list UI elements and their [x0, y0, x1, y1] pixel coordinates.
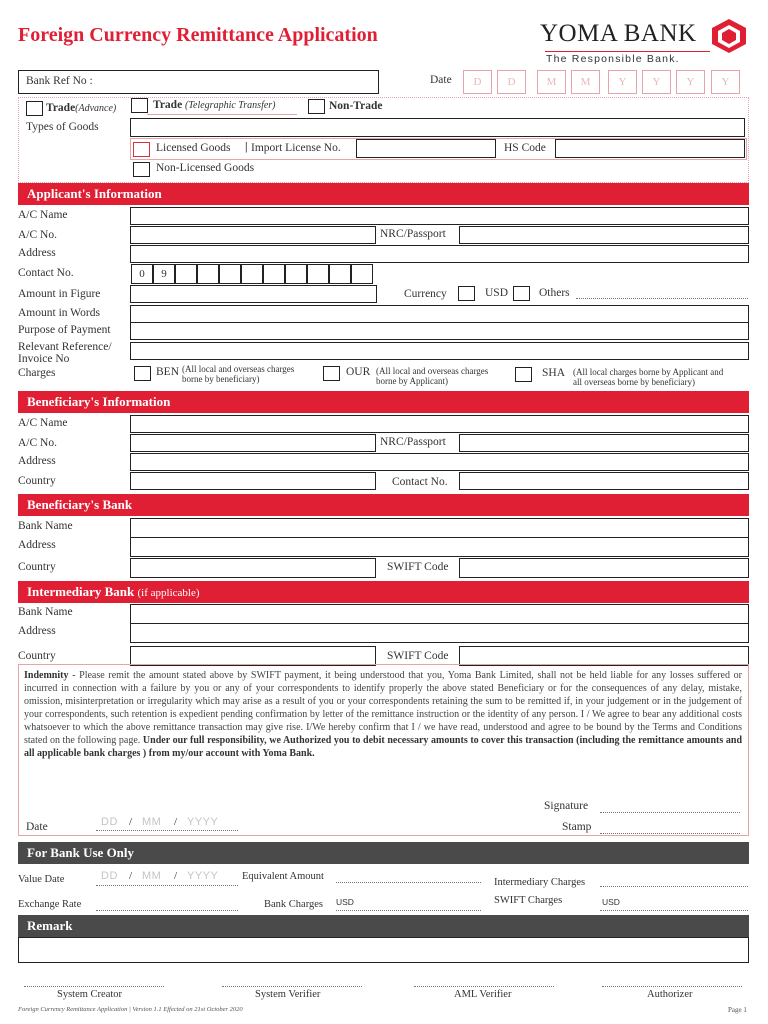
charges-sha-checkbox[interactable]	[515, 367, 532, 382]
ben-bank-name-field[interactable]	[130, 518, 749, 538]
bank-charges-field[interactable]	[336, 910, 481, 911]
system-creator-label: System Creator	[57, 989, 123, 1000]
beneficiary-ac-name-field[interactable]	[130, 415, 749, 433]
page-title: Foreign Currency Remittance Application	[18, 24, 378, 46]
indemnity-yyyy[interactable]: YYYY	[187, 816, 219, 828]
ben-bank-swift-field[interactable]	[459, 558, 749, 578]
contact-digit[interactable]: 9	[153, 264, 175, 284]
intermediary-charges-label: Intermediary Charges	[494, 877, 586, 888]
aml-verifier-label: AML Verifier	[454, 989, 512, 1000]
indemnity-text: Indemnity - Please remit the amount stated above by SWIFT payment, it being understood that you, Yoma Bank Limited, shall not be held liable for any losses suffered or incurred in connection with a failure by you or any of your correspondents to identify properly the above stated Beneficiary or for the consequences of any delay, mistake, omission, misinterpretation or irregularity which may arise as a result of you or your correspondents retaining the sum to be remitted if, in your judgement or in the judgement of your correspondents, such retention is expedient pending confirmation by letter of the remittance instruction or the identity of any person. I / We agree to bear any additional costs whatsoever to which the above remittance transaction may give rise. I/We hereby confirm that I / we have read, understood and agree to be bound by the Terms and Conditions stated on the following page. Under our full responsibility, we Authorized you to debit necessary amounts to cover this transaction (including the remittance amounts and all applicable bank charges ) from my/our account with Yoma Bank.	[24, 670, 743, 759]
ben-bank-name-label: Bank Name	[18, 520, 73, 532]
equivalent-amount-label: Equivalent Amount	[242, 871, 324, 882]
bank-charges-label: Bank Charges	[264, 899, 324, 910]
inter-bank-country-label: Country	[18, 650, 56, 662]
ben-bank-swift-label: SWIFT Code	[387, 561, 449, 573]
beneficiary-ac-name-label: A/C Name	[18, 417, 68, 429]
value-date-mm[interactable]: MM	[142, 870, 162, 882]
date-cell[interactable]: D	[463, 70, 492, 94]
charges-ben-checkbox[interactable]	[134, 366, 151, 381]
beneficiary-section-header: Beneficiary's Information	[18, 391, 749, 413]
applicant-address-label: Address	[18, 247, 56, 259]
ben-bank-address-field[interactable]	[130, 537, 749, 557]
contact-digit[interactable]: 0	[131, 264, 153, 284]
non-licensed-goods-label: Non-Licensed Goods	[156, 162, 255, 174]
reference-field[interactable]	[130, 342, 749, 360]
indemnity-mm[interactable]: MM	[142, 816, 162, 828]
value-date-yyyy[interactable]: YYYY	[187, 870, 219, 882]
beneficiary-contact-field[interactable]	[459, 472, 749, 490]
date-cell[interactable]: Y	[676, 70, 705, 94]
exchange-rate-label: Exchange Rate	[18, 899, 82, 910]
yoma-logo-icon	[710, 18, 748, 54]
trade-tt-checkbox[interactable]	[131, 98, 148, 113]
signature-label: Signature	[544, 800, 589, 812]
inter-bank-name-field[interactable]	[130, 604, 749, 624]
applicant-address-field[interactable]	[130, 245, 749, 263]
charges-our-note: (All local and overseas charges borne by Applicant)	[376, 366, 489, 386]
reference-label: Relevant Reference/ Invoice No	[18, 341, 112, 365]
date-label: Date	[430, 74, 452, 86]
contact-digit[interactable]	[351, 264, 373, 284]
non-trade-label: Non-Trade	[329, 100, 383, 112]
swift-charges-currency: USD	[602, 897, 620, 907]
beneficiary-country-field[interactable]	[130, 472, 376, 490]
applicant-ac-name-label: A/C Name	[18, 209, 68, 221]
others-field[interactable]	[576, 298, 748, 299]
ben-bank-section-header: Beneficiary's Bank	[18, 494, 749, 516]
inter-bank-section-header: Intermediary Bank (if applicable)	[18, 581, 749, 603]
applicant-ac-no-field[interactable]	[130, 226, 376, 244]
non-licensed-goods-checkbox[interactable]	[133, 162, 150, 177]
bank-use-section-header: For Bank Use Only	[18, 842, 749, 864]
charges-our-label: OUR	[346, 366, 371, 378]
date-cell[interactable]: Y	[642, 70, 671, 94]
charges-ben-note: (All local and overseas charges borne by beneficiary)	[182, 364, 295, 384]
applicant-section-header: Applicant's Information	[18, 183, 749, 205]
charges-our-checkbox[interactable]	[323, 366, 340, 381]
inter-bank-address-label: Address	[18, 625, 56, 637]
trade-tt-label: Trade (Telegraphic Transfer)	[153, 99, 276, 111]
usd-checkbox[interactable]	[458, 286, 475, 301]
amount-figure-label: Amount in Figure	[18, 288, 101, 300]
amount-figure-field[interactable]	[130, 285, 377, 303]
applicant-nrc-label: NRC/Passport	[380, 228, 446, 240]
beneficiary-address-label: Address	[18, 455, 56, 467]
types-of-goods-field[interactable]	[130, 118, 745, 137]
remark-section-header: Remark	[18, 915, 749, 937]
date-cell[interactable]: M	[537, 70, 566, 94]
others-checkbox[interactable]	[513, 286, 530, 301]
contact-digit[interactable]	[285, 264, 307, 284]
inter-bank-swift-label: SWIFT Code	[387, 650, 449, 662]
system-verifier-label: System Verifier	[255, 989, 321, 1000]
contact-digit[interactable]	[175, 264, 197, 284]
applicant-ac-no-label: A/C No.	[18, 229, 57, 241]
ben-bank-country-field[interactable]	[130, 558, 376, 578]
date-cell[interactable]: Y	[608, 70, 637, 94]
swift-charges-label: SWIFT Charges	[494, 895, 563, 906]
page-number: Page 1	[728, 1006, 747, 1014]
import-license-label: Import License No.	[251, 142, 341, 154]
applicant-nrc-field[interactable]	[459, 226, 749, 244]
indemnity-dd[interactable]: DD	[101, 816, 118, 828]
bank-ref-label: Bank Ref No :	[26, 75, 93, 87]
stamp-label: Stamp	[562, 821, 592, 833]
applicant-contact-label: Contact No.	[18, 267, 74, 279]
charges-sha-note: (All local charges borne by Applicant and all overseas borne by beneficiary)	[573, 367, 724, 387]
usd-label: USD	[485, 287, 509, 299]
amount-words-label: Amount in Words	[18, 307, 100, 319]
ben-bank-address-label: Address	[18, 539, 56, 551]
others-label: Others	[539, 287, 570, 299]
beneficiary-nrc-label: NRC/Passport	[380, 436, 446, 448]
purpose-label: Purpose of Payment	[18, 324, 111, 336]
stamp-field[interactable]	[600, 833, 740, 834]
value-date-dd[interactable]: DD	[101, 870, 118, 882]
beneficiary-ac-no-field[interactable]	[130, 434, 376, 452]
beneficiary-nrc-field[interactable]	[459, 434, 749, 452]
beneficiary-ac-no-label: A/C No.	[18, 437, 57, 449]
charges-sha-label: SHA	[542, 367, 566, 379]
date-cell[interactable]: Y	[711, 70, 740, 94]
contact-digit[interactable]	[241, 264, 263, 284]
beneficiary-address-field[interactable]	[130, 453, 749, 471]
trade-advance-checkbox[interactable]	[26, 101, 43, 116]
exchange-rate-field[interactable]	[96, 910, 238, 911]
swift-charges-field[interactable]	[600, 910, 748, 911]
beneficiary-country-label: Country	[18, 475, 56, 487]
inter-bank-name-label: Bank Name	[18, 606, 73, 618]
value-date-label: Value Date	[18, 874, 65, 885]
date-cell[interactable]: M	[571, 70, 600, 94]
charges-ben-label: BEN	[156, 366, 179, 378]
brand-tagline: The Responsible Bank.	[546, 53, 680, 65]
equivalent-amount-field[interactable]	[336, 882, 481, 883]
inter-bank-swift-field[interactable]	[459, 646, 749, 666]
amount-words-field[interactable]	[130, 305, 749, 323]
purpose-field[interactable]	[130, 322, 749, 340]
ben-bank-country-label: Country	[18, 561, 56, 573]
intermediary-charges-field[interactable]	[600, 886, 748, 887]
applicant-ac-name-field[interactable]	[130, 207, 749, 225]
non-trade-checkbox[interactable]	[308, 99, 325, 114]
signature-field[interactable]	[600, 812, 740, 813]
charges-label: Charges	[18, 367, 56, 379]
contact-digit[interactable]	[329, 264, 351, 284]
inter-bank-address-field[interactable]	[130, 623, 749, 643]
contact-digit[interactable]	[197, 264, 219, 284]
contact-digit[interactable]	[219, 264, 241, 284]
hs-code-label: HS Code	[504, 142, 546, 154]
brand-name: YOMA BANK	[540, 20, 697, 47]
bank-charges-currency: USD	[336, 897, 354, 907]
currency-label: Currency	[404, 288, 447, 300]
beneficiary-contact-label: Contact No.	[392, 476, 448, 488]
inter-bank-country-field[interactable]	[130, 646, 376, 666]
licensed-goods-label: Licensed Goods	[156, 142, 231, 154]
contact-digit[interactable]	[307, 264, 329, 284]
authorizer-label: Authorizer	[647, 989, 693, 1000]
remark-field[interactable]	[18, 937, 749, 963]
types-of-goods-label: Types of Goods	[26, 121, 99, 133]
version-footer: Foreign Currency Remittance Application | Version 1.1 Effected on 21st October 2020	[18, 1006, 243, 1013]
contact-digit[interactable]	[263, 264, 285, 284]
indemnity-date-label: Date	[26, 821, 48, 833]
bank-logo	[540, 18, 752, 68]
date-cell[interactable]: D	[497, 70, 526, 94]
trade-advance-label: Trade(Advance)	[46, 102, 117, 114]
